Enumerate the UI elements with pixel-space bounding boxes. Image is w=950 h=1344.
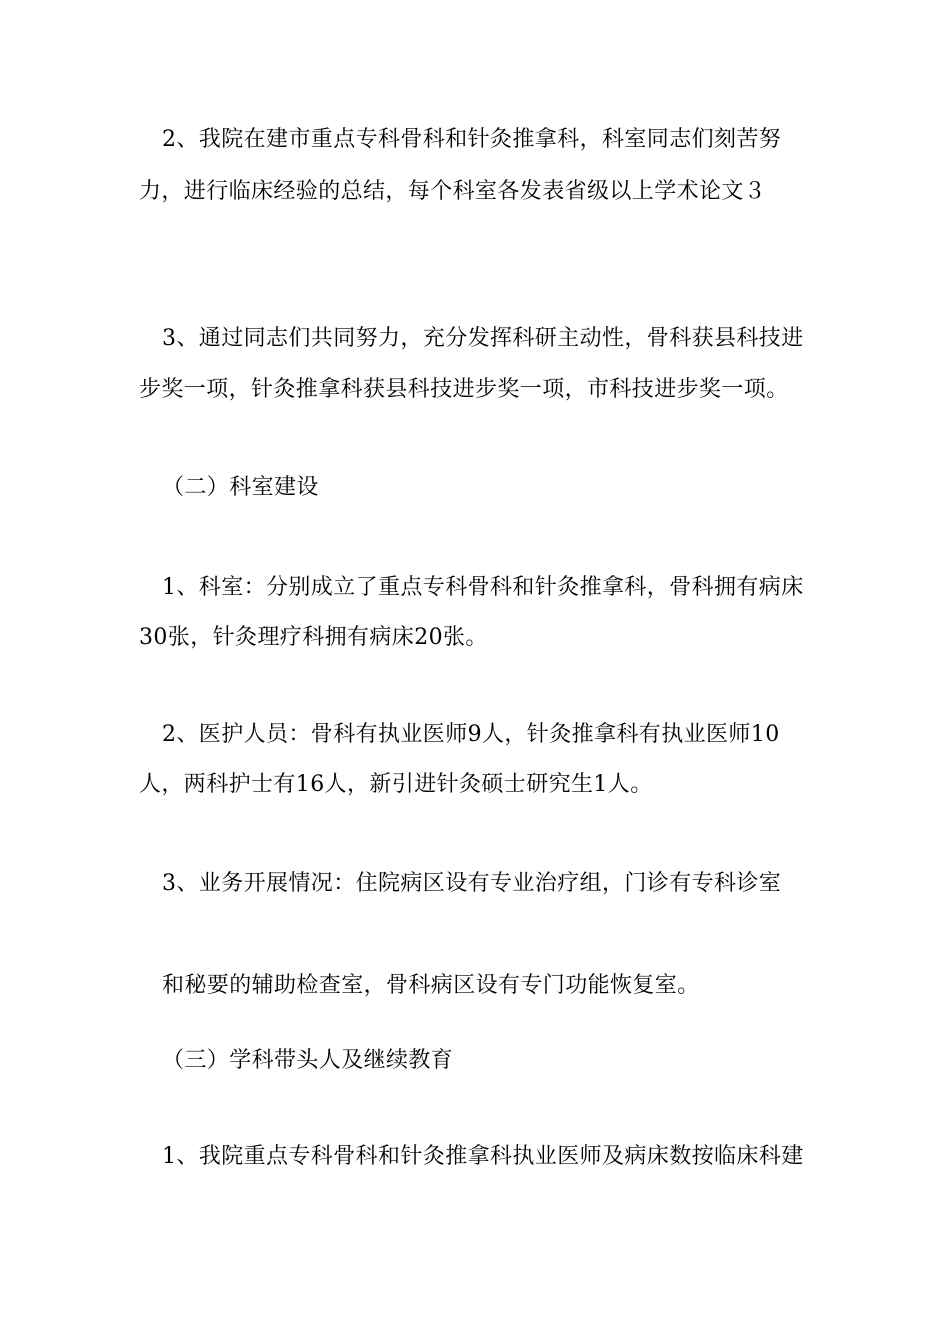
paragraph-7-line-1: 1、我院重点专科骨科和针灸推拿科执业医师及病床数按临床科建 [162,1144,804,1169]
section-heading-3: （三）学科带头人及继续教育 [162,1048,454,1073]
paragraph-2-line-1: 3、通过同志们共同努力，充分发挥科研主动性，骨科获县科技进 [162,326,804,351]
paragraph-2-line-2: 步奖一项，针灸推拿科获县科技进步奖一项，市科技进步奖一项。 [139,377,789,402]
paragraph-1-line-2: 力，进行临床经验的总结，每个科室各发表省级以上学术论文３ [139,179,767,204]
paragraph-4-line-2: 人，两科护士有16人，新引进针灸硕士研究生1人。 [139,772,653,797]
paragraph-6-line-1: 和秘要的辅助检查室，骨科病区设有专门功能恢复室。 [162,973,700,998]
section-heading-2: （二）科室建设 [162,475,319,500]
paragraph-3-line-2: 30张，针灸理疗科拥有病床20张。 [139,625,488,650]
paragraph-3-line-1: 1、科室：分别成立了重点专科骨科和针灸推拿科，骨科拥有病床 [162,575,804,600]
paragraph-5-line-1: 3、业务开展情况：住院病区设有专业治疗组，门诊有专科诊室 [162,871,782,896]
paragraph-4-line-1: 2、医护人员：骨科有执业医师9人，针灸推拿科有执业医师10 [162,722,780,747]
paragraph-1-line-1: 2、我院在建市重点专科骨科和针灸推拿科，科室同志们刻苦努 [162,127,782,152]
